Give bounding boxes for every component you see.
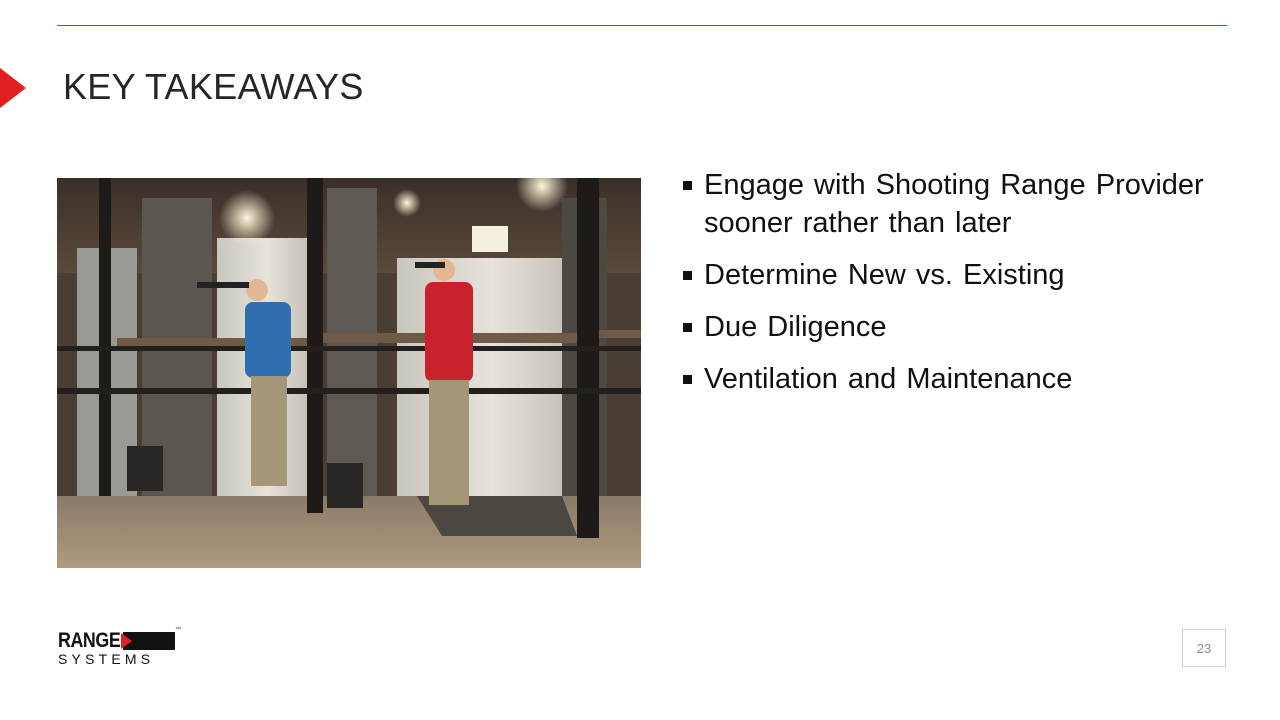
logo-systems-text: SYSTEMS bbox=[58, 651, 155, 667]
logo-range-text: RANGE bbox=[58, 629, 121, 652]
range-systems-logo bbox=[57, 627, 181, 668]
logo-play-icon bbox=[121, 633, 132, 649]
bullet-text: Engage with Shooting Range Provider sooner rather than later bbox=[704, 169, 1204, 239]
square-bullet-icon bbox=[683, 323, 692, 332]
title-accent-arrow-icon bbox=[0, 68, 26, 108]
square-bullet-icon bbox=[683, 375, 692, 384]
logo-trademark: ™ bbox=[175, 627, 181, 633]
bullet-text: Due Diligence bbox=[704, 311, 887, 343]
square-bullet-icon bbox=[683, 181, 692, 190]
list-item bbox=[683, 256, 1243, 294]
square-bullet-icon bbox=[683, 271, 692, 280]
top-divider bbox=[57, 25, 1227, 26]
slide-title: KEY TAKEAWAYS bbox=[63, 66, 364, 107]
list-item bbox=[683, 166, 1243, 242]
takeaways-list bbox=[683, 166, 1243, 412]
bullet-text: Ventilation and Maintenance bbox=[704, 363, 1073, 395]
list-item bbox=[683, 360, 1243, 398]
page-number: 23 bbox=[1182, 629, 1226, 667]
shooting-range-photo bbox=[57, 178, 641, 568]
bullet-text: Determine New vs. Existing bbox=[704, 259, 1065, 291]
list-item bbox=[683, 308, 1243, 346]
